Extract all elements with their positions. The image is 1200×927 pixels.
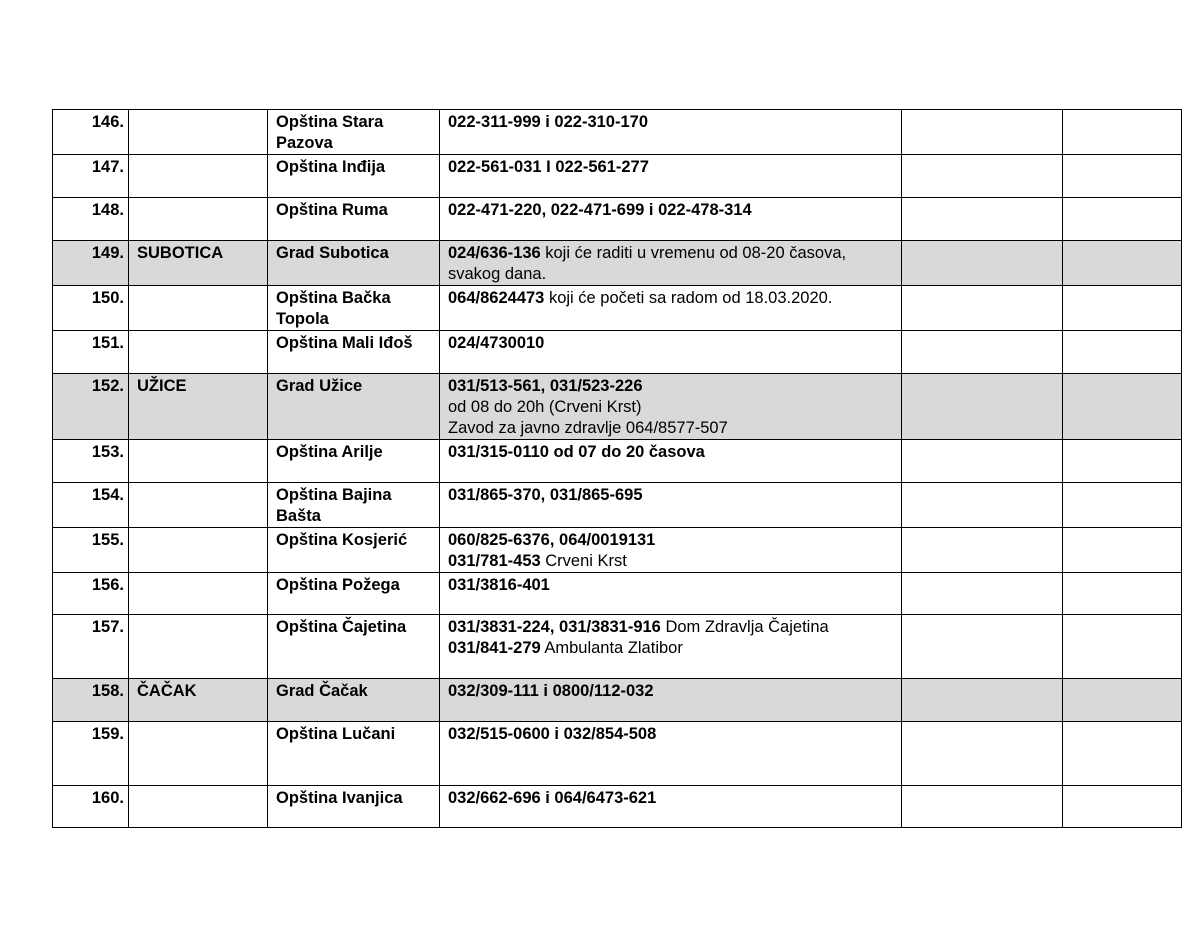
table-row	[53, 679, 1182, 722]
phone-numbers	[440, 483, 902, 528]
empty-cell	[902, 615, 1063, 679]
empty-cell	[902, 440, 1063, 483]
phone-text: 031/781-453	[448, 552, 541, 570]
phone-numbers	[440, 528, 902, 573]
empty-cell	[902, 374, 1063, 440]
district-name	[129, 440, 268, 483]
empty-cell	[1063, 374, 1182, 440]
phone-line	[448, 288, 893, 309]
phone-numbers	[440, 241, 902, 286]
phone-numbers	[440, 286, 902, 331]
phone-text: 031/865-370, 031/865-695	[448, 486, 643, 504]
empty-cell	[902, 786, 1063, 828]
table-body	[53, 110, 1182, 828]
phone-line	[448, 243, 893, 264]
phone-text: 024/4730010	[448, 334, 545, 352]
municipality-name: Grad Subotica	[268, 241, 440, 286]
empty-cell	[1063, 786, 1182, 828]
phone-line	[448, 264, 893, 285]
empty-cell	[1063, 155, 1182, 198]
phone-text: Crveni Krst	[540, 552, 627, 570]
phone-numbers	[440, 198, 902, 241]
municipality-name: Opština Mali Iđoš	[268, 331, 440, 374]
district-name	[129, 286, 268, 331]
table-row	[53, 786, 1182, 828]
municipality-name: Opština Arilje	[268, 440, 440, 483]
municipality-name: Opština Lučani	[268, 722, 440, 786]
phone-text: Ambulanta Zlatibor	[540, 639, 683, 657]
empty-cell	[1063, 528, 1182, 573]
municipality-name: Opština Bajina Bašta	[268, 483, 440, 528]
phone-line	[448, 575, 893, 596]
municipality-name: Opština Požega	[268, 573, 440, 615]
row-number: 156.	[53, 573, 129, 615]
municipality-name: Grad Čačak	[268, 679, 440, 722]
empty-cell	[1063, 483, 1182, 528]
table-row	[53, 286, 1182, 331]
empty-cell	[1063, 440, 1182, 483]
table-row	[53, 528, 1182, 573]
table-row	[53, 573, 1182, 615]
phone-text: koji će početi sa radom od 18.03.2020.	[544, 289, 833, 307]
phone-text: 032/515-0600 i 032/854-508	[448, 725, 657, 743]
empty-cell	[902, 722, 1063, 786]
phone-line	[448, 397, 893, 418]
phone-line	[448, 551, 893, 572]
municipality-name: Opština Bačka Topola	[268, 286, 440, 331]
empty-cell	[902, 573, 1063, 615]
district-name: ČAČAK	[129, 679, 268, 722]
row-number: 160.	[53, 786, 129, 828]
table-row	[53, 483, 1182, 528]
municipality-name: Opština Inđija	[268, 155, 440, 198]
district-name	[129, 786, 268, 828]
phone-text: 022-561-031 I 022-561-277	[448, 158, 649, 176]
empty-cell	[902, 241, 1063, 286]
table-row	[53, 155, 1182, 198]
table-row	[53, 440, 1182, 483]
empty-cell	[1063, 110, 1182, 155]
district-name	[129, 110, 268, 155]
phone-numbers	[440, 110, 902, 155]
phone-text: 060/825-6376, 064/0019131	[448, 531, 656, 549]
phone-numbers	[440, 331, 902, 374]
phone-line	[448, 617, 893, 638]
row-number: 155.	[53, 528, 129, 573]
row-number: 159.	[53, 722, 129, 786]
empty-cell	[1063, 679, 1182, 722]
phone-numbers	[440, 679, 902, 722]
phone-line	[448, 638, 893, 659]
phone-text: 032/309-111 i 0800/112-032	[448, 682, 654, 700]
row-number: 147.	[53, 155, 129, 198]
row-number: 148.	[53, 198, 129, 241]
phone-text: koji će raditi u vremenu od 08-20 časova,	[540, 244, 847, 262]
table-row	[53, 722, 1182, 786]
phone-line	[448, 112, 893, 133]
phone-line	[448, 376, 893, 397]
empty-cell	[902, 110, 1063, 155]
contacts-table	[52, 109, 1182, 828]
municipality-name: Opština Stara Pazova	[268, 110, 440, 155]
row-number: 149.	[53, 241, 129, 286]
district-name	[129, 615, 268, 679]
phone-line	[448, 788, 893, 809]
phone-text: Zavod za javno zdravlje 064/8577-507	[448, 419, 728, 437]
empty-cell	[902, 198, 1063, 241]
phone-numbers	[440, 155, 902, 198]
phone-line	[448, 681, 893, 702]
table-row	[53, 110, 1182, 155]
empty-cell	[902, 286, 1063, 331]
empty-cell	[902, 155, 1063, 198]
district-name	[129, 331, 268, 374]
row-number: 152.	[53, 374, 129, 440]
phone-text: svakog dana.	[448, 265, 547, 283]
phone-line	[448, 200, 893, 221]
row-number: 150.	[53, 286, 129, 331]
phone-text: 032/662-696 i 064/6473-621	[448, 789, 657, 807]
phone-numbers	[440, 573, 902, 615]
table-row	[53, 615, 1182, 679]
phone-text: 031/841-279	[448, 639, 541, 657]
phone-line	[448, 485, 893, 506]
empty-cell	[1063, 331, 1182, 374]
empty-cell	[1063, 241, 1182, 286]
phone-text: 024/636-136	[448, 244, 541, 262]
empty-cell	[1063, 198, 1182, 241]
district-name	[129, 483, 268, 528]
phone-text: 022-471-220, 022-471-699 i 022-478-314	[448, 201, 752, 219]
empty-cell	[902, 483, 1063, 528]
row-number: 153.	[53, 440, 129, 483]
phone-numbers	[440, 374, 902, 440]
phone-text: 031/315-0110 od 07 do 20 časova	[448, 443, 705, 461]
phone-line	[448, 157, 893, 178]
empty-cell	[902, 331, 1063, 374]
phone-text: 031/3831-224, 031/3831-916	[448, 618, 661, 636]
phone-line	[448, 530, 893, 551]
phone-line	[448, 418, 893, 439]
phone-line	[448, 724, 893, 745]
empty-cell	[1063, 286, 1182, 331]
phone-numbers	[440, 722, 902, 786]
district-name	[129, 722, 268, 786]
table-row	[53, 198, 1182, 241]
table-row	[53, 241, 1182, 286]
row-number: 151.	[53, 331, 129, 374]
empty-cell	[902, 679, 1063, 722]
district-name	[129, 155, 268, 198]
phone-text: 022-311-999 i 022-310-170	[448, 113, 648, 131]
row-number: 154.	[53, 483, 129, 528]
empty-cell	[1063, 573, 1182, 615]
phone-numbers	[440, 786, 902, 828]
phone-text: 064/8624473	[448, 289, 545, 307]
table-row	[53, 331, 1182, 374]
district-name	[129, 528, 268, 573]
phone-text: Dom Zdravlja Čajetina	[660, 618, 829, 636]
phone-text: od 08 do 20h (Crveni Krst)	[448, 398, 642, 416]
district-name: UŽICE	[129, 374, 268, 440]
phone-text: 031/513-561, 031/523-226	[448, 377, 643, 395]
phone-line	[448, 333, 893, 354]
municipality-name: Opština Ruma	[268, 198, 440, 241]
district-name	[129, 198, 268, 241]
empty-cell	[1063, 722, 1182, 786]
phone-numbers	[440, 615, 902, 679]
municipality-name: Opština Čajetina	[268, 615, 440, 679]
empty-cell	[1063, 615, 1182, 679]
empty-cell	[902, 528, 1063, 573]
row-number: 158.	[53, 679, 129, 722]
municipality-name: Opština Kosjerić	[268, 528, 440, 573]
district-name: SUBOTICA	[129, 241, 268, 286]
district-name	[129, 573, 268, 615]
phone-numbers	[440, 440, 902, 483]
municipality-name: Grad Užice	[268, 374, 440, 440]
row-number: 146.	[53, 110, 129, 155]
table-row	[53, 374, 1182, 440]
phone-line	[448, 442, 893, 463]
phone-text: 031/3816-401	[448, 576, 550, 594]
row-number: 157.	[53, 615, 129, 679]
municipality-name: Opština Ivanjica	[268, 786, 440, 828]
